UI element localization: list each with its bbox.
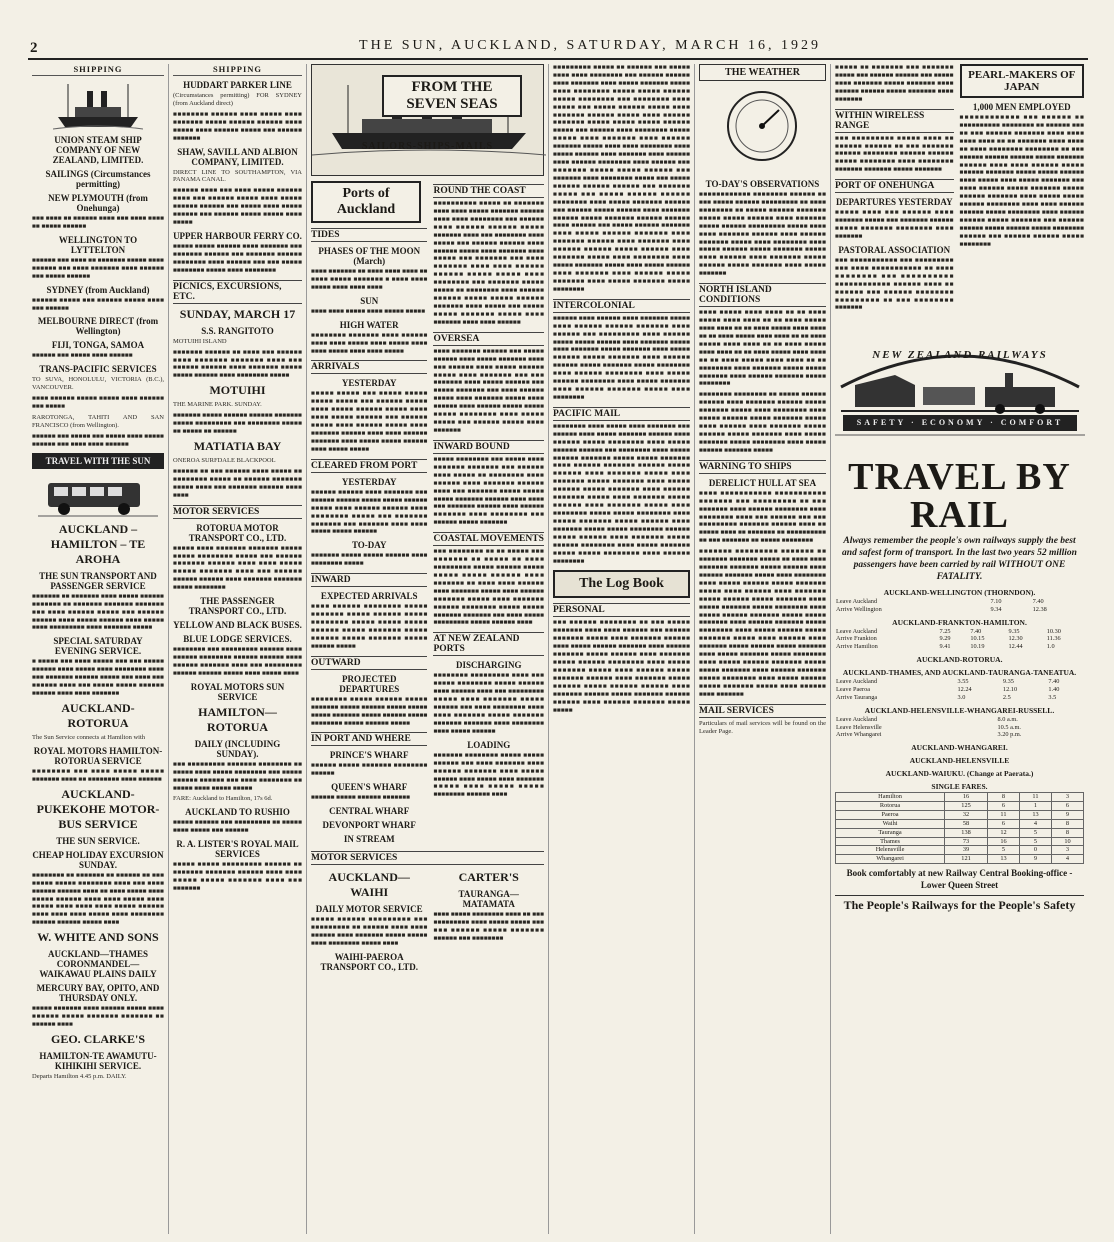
filler: ■■■■■■■ ■■■■■ ■■■■■ ■■■■■■ ■■■■ ■■■■■■■■ ■■■■■ — [311, 552, 428, 568]
table-cell: 1 — [1019, 802, 1051, 811]
north-island-head: NORTH ISLAND CONDITIONS — [699, 283, 826, 307]
log-book-title: The Log Book — [553, 570, 690, 598]
fare-row — [836, 793, 1084, 802]
table-cell: 5 — [1019, 837, 1051, 846]
oversea-head: OVERSEA — [433, 332, 544, 346]
fare-row — [836, 855, 1084, 864]
filler: ■■■■■■■■ ■■■■ ■■■■■ ■■■■ ■■■■■■■ ■■■ ■■■■■■ ■■■■ ■■■■■ ■■■■■■■ ■■■■■■ ■■■■ ■■■■■■ ■■■■■ ■■■■■■■■ ■■■■ ■■■■■ ■■■■■■ ■■■■■■ ■■■ ■■■■■■■■ ■■■■ ■■■■■ ■■■■■■ ■■■■■■■ ■■■■■ ■■■■■ ■■■■■■■ ■■■■ ■■■■■■ ■■■■■■■ ■■■■■■ ■■■■■ ■■■■■■ ■■■■ ■■■■■■■ ■■■■■ ■■■■ ■■■■■■■ ■■■■■ ■■■■■■■ ■■■■ ■■■■■ ■■■■■■ ■■■■■ ■■■■■■■ ■■■■ ■■■■■■ ■■■■■■■ ■■■■■ ■■■■ ■■■■■■■ ■■■■■ ■■■■■■ ■■■■ ■■■■■■■ ■■■■■ ■■■■ ■■■■■■■■ ■■■■■ ■■■■■ ■■■■■■■■ ■■■■ ■■■■■ ■■■■■■■ ■■■■■ ■■■■■■ ■■■■ ■■■■■■■ ■■■■■ ■■■■■ ■■■■■■■■ ■■■■■■ ■■■■■ ■■■■■■ ■■■■ ■■■■■■■ ■■■■■ ■■■■■■ ■■■■■■■■ ■■■■ ■■■■■ ■■■■■■■ ■■■■■ ■■■■■ ■■■■■■■■ ■■■■ ■■■■■■ ■■■■■■■■ — [553, 422, 690, 565]
filler: ■■■■■ ■■■■ ■■■ ■■■■■■ ■■■■ ■■■■■■■ ■■■■■ ■■■ ■■■■■■■ ■■■■■■ ■■■■■ ■■■■■■■ ■■■■■■■■ ■■■■ ■■■■■■■ — [835, 209, 954, 240]
san-francisco-line: RAROTONGA, TAHITI AND SAN FRANCISCO (from Wellington). — [32, 414, 164, 429]
ports-title: Ports of Auckland — [311, 181, 421, 223]
motuihi-sub: THE MARINE PARK. SUNDAY. — [173, 401, 262, 409]
hamilton-sub: THE SUN TRANSPORT AND PASSENGER SERVICE — [39, 570, 157, 591]
mercury-bay: MERCURY BAY, OPITO, AND THURSDAY ONLY. — [36, 983, 160, 1004]
rushio: AUCKLAND TO RUSHIO — [185, 807, 290, 818]
intercolonial-head: INTERCOLONIAL — [553, 299, 690, 313]
discharging: DISCHARGING — [455, 660, 522, 671]
coast-head: ROUND THE COAST — [433, 184, 544, 198]
timetable-row — [835, 731, 1084, 739]
table-cell: 16 — [987, 837, 1019, 846]
filler: ■■■■■■■■ ■■■ ■■■■ ■■■■■ ■■■■■ ■■■■■■■ ■■■■ ■■ ■■■■■■■■ ■■■■ ■■■■■■ — [32, 767, 164, 783]
table-cell: 121 — [945, 855, 988, 864]
table-cell: 39 — [945, 846, 988, 855]
in-stream: IN STREAM — [343, 834, 395, 845]
matiatia-sub: ONEROA SURFDALE BLACKPOOL — [173, 456, 276, 464]
table-cell: 12.38 — [1032, 605, 1047, 613]
trans-pacific: TRANS-PACIFIC SERVICES — [39, 364, 157, 375]
travel-with-sun-banner: TRAVEL WITH THE SUN — [32, 453, 164, 469]
table-cell: 7.25 — [939, 627, 951, 635]
table-cell: Rotorua — [836, 802, 945, 811]
sunday-march: SUNDAY, MARCH 17 — [179, 306, 296, 321]
pearl-subtitle: 1,000 MEN EMPLOYED — [972, 102, 1071, 112]
port-onehunga: PORT OF ONEHUNGA — [835, 179, 954, 193]
fiji-head: FIJI, TONGA, SAMOA — [51, 340, 145, 351]
page-number: 2 — [30, 40, 38, 56]
sun-head: SUN — [360, 295, 379, 306]
table-cell: 9.35 — [1008, 627, 1020, 635]
table-cell: 1.0 — [1046, 643, 1055, 651]
timetable-row — [835, 628, 1084, 636]
table-cell: Paeroa — [836, 811, 945, 820]
route-waiuku: AUCKLAND-WAIUKU. (Change at Paerata.) — [885, 769, 1034, 779]
table-cell: 11 — [987, 811, 1019, 820]
table-cell: 12 — [987, 828, 1019, 837]
filler: ■■■■■■ ■■■■■■ ■■■■ ■■■■■■■ ■■■ ■■■■■■ ■■■■■■ ■■■■■ ■■■■■ ■■■■■■ ■■■■■ ■■■■ ■■■■■■ ■■■■■■ ■■■■ ■■■■■■■■ ■■■■■ ■■■ ■■■■■■■ ■■■■■■■ ■■■ ■■■■■■■ ■■■■ ■■■■ ■■■■■ ■■■■■ ■■■■■■ — [311, 488, 428, 536]
table-cell: 8 — [1051, 828, 1083, 837]
railways-motto: SAFETY · ECONOMY · COMFORT — [856, 418, 1064, 428]
table-cell: 6 — [987, 802, 1019, 811]
column-shipping-news — [548, 64, 694, 1234]
rangitoto: S.S. RANGITOTO — [201, 325, 274, 336]
table-cell: Leave Paeroa — [836, 686, 871, 694]
table-cell: Arrive Hamilton — [836, 643, 878, 651]
motor-services-2: MOTOR SERVICES — [311, 851, 544, 865]
booking-office: Book comfortably at new Railway Central Booking-office - Lower Queen Street — [846, 868, 1073, 890]
table-cell: 1.40 — [1048, 686, 1060, 694]
waihi-head: AUCKLAND—WAIHI — [328, 870, 410, 900]
timetable-row — [835, 724, 1084, 732]
filler: ■■■■■■■ ■■■■■■ ■■ ■■■■ ■■■ ■■■■■■ ■■■■ ■■■■■■■ ■■■■■■■ ■■■■ ■■■ ■■■■■■ ■■■■■■ ■■■■ ■■■■■■■ ■■■■■ ■■■■■ ■■■■■■ ■■■■ ■■■■■■■■ ■■■■■ — [173, 348, 302, 380]
filler: ■■■■■■ ■■■ ■■■■■ ■■■ ■■■■■ ■■■■ ■■■■■ ■■■■■■ ■■■ ■■■■ ■■■■ ■■■■■■ — [32, 432, 164, 448]
table-cell: 0 — [1019, 846, 1051, 855]
fare-row — [836, 846, 1084, 855]
filler: ■■■ ■■■■■■■■■ ■■■■■ ■■■■ ■■ ■■■■■■ ■■■■■■ ■■ ■■■ ■■■■■■■ ■■■■■■ ■■■■■■■■ ■■■■■■ ■■■■■■ ■■■■■ ■■■■■■■■ ■■■■ ■■■■■■■■ ■■■■■■■ ■■■■■■■ ■■■■■ ■■■■■■■ — [835, 134, 954, 174]
filler: ■■■■■■■■■■■■ ■■■ ■■■■■■ ■■ ■■■■■■■■■■ ■■■■■■■■ ■■ ■■■■■■ ■■■ ■■ ■■■ ■■■■■■ ■■■■■■■ ■■■■ ■■■■ ■■■■ ■■■■ ■■ ■■ ■■■■■■■ ■■■■ ■■■■ ■■ ■■■■ ■■■■■■■■ ■■■■■■■■ ■■ ■■■ ■■■■■■ ■■■■■■ ■■■■■■ ■■■■■ ■■■■■■■ ■■■■■■ ■■■■ ■■■■ ■■■■■■ ■■■■■ ■■■■■■ ■■■■■■■ ■■■■■ ■■■■■ ■■■■■■ ■■■■ ■■■■■ ■■■■ ■■■■■ ■■■■■■■ ■■■ ■■■■ ■■■■■■ ■■■■■ ■■■■■■■ ■■■■■ ■■■■■■ ■■■■■■■ ■■■■ ■■■■■ ■■■■■ ■■■■■■ ■■■■■■■■ ■■■■ ■■■■ ■■■■■■ ■■■■■■ ■■■■■ ■■■■■■■■ ■■■■ ■■■■■■ ■■■■■■ ■■■■■ ■■■■■■■ ■■■ ■■■■■■ ■■■■■■ ■■■■■ ■■■■■■ ■■■■■ ■■■■■■■■ ■■■■■■ ■■■ ■■■■■■ ■■■■■■ ■■■■■ ■■■■■■■■ — [959, 114, 1084, 248]
rangitoto-sub: MOTUIHI ISLAND — [173, 337, 227, 345]
timetable-row — [835, 678, 1084, 686]
table-cell: 8.0 a.m. — [997, 715, 1018, 723]
passenger-transport: THE PASSENGER TRANSPORT CO., LTD. — [188, 596, 287, 617]
filler: ■■■■ ■■■■■■ ■■■■■■■■ ■■■■■ ■■■■■■■ ■■■■■ ■■■■■■ ■■■■■ ■■■■■■■■ ■■■■■ ■■■■■ ■■■■■ ■■■■■■ ■■■■■ ■■■■■■■ ■■■■■ ■■■■■■ ■■■■■ ■■■■■■■ ■■■■■ ■■■■■■ ■■■■■ — [311, 603, 428, 650]
table-cell: 10.5 a.m. — [997, 723, 1021, 731]
filler: ■■■ ■■■■■■■■ ■■ ■■ ■■■■■ ■■■ ■■■■■■■ ■■ ■■■■■ ■■ ■■■■ ■■■■■■■■■ ■■■■■ ■■■■■■ ■■■■■ ■■■■■ ■■■■■ ■■■■■■ ■■■■ ■■■■■■■ ■■ ■■■■ ■■■■ ■■■■■■ ■■■■ ■■■■■■■ ■■■■■ ■■■■ ■■■■■■ ■■■■■■■ ■■■■■ ■■■■ ■■■■■■■ ■■■■■■ ■■■■■■■■ ■■■■■ ■■■■■ ■■■■■■■ ■■■■■■■ ■■■ ■■■■ ■■■■■ ■■■■■■■■■ ■■■■■ ■■■■■■ ■■■■ — [433, 548, 544, 627]
filler: ■■■■■■■■ ■■■ ■■■■■■■■■ ■■■■■■ ■■■■ ■■■■■■ ■■■■■■■■ ■■■■■■ ■■■■■■ ■■■■ ■■■■■■ ■■■■■■■ ■■■■ ■■■ ■■■■■■■■■ ■■■■■■ ■■■■■■ ■■■■■ ■■■■ ■■■■■ ■■■■ — [173, 646, 302, 677]
filler: ■■■■■■ ■■■■■ ■■■■■■■ ■■■■■■■■ ■■■■■■ — [311, 762, 428, 778]
filler: ■■■ ■■■■■■■■■ ■■■■■■■ ■■■■■■■■ ■■ ■■■■■ ■■■■ ■■■■■ ■■■■■■■■ ■■■ ■■■■■ ■■■■■■ ■■■■■■ ■■■ ■■■■ ■■■■■■■■ ■■ ■■■■■ ■■■■ ■■■■■ ■■■■■ — [173, 760, 302, 792]
column-railways — [830, 64, 1088, 1234]
queens-wharf: QUEEN'S WHARF — [331, 782, 408, 793]
projected-head: PROJECTED DEPARTURES — [339, 673, 400, 694]
column-seven-seas — [306, 64, 548, 1234]
royal-sun: ROYAL MOTORS SUN SERVICE — [190, 681, 285, 702]
table-cell: Whangarei — [836, 855, 945, 864]
table-cell: 3 — [1051, 793, 1083, 802]
table-cell: Leave Auckland — [836, 678, 878, 686]
table-cell: 2.5 — [1002, 693, 1011, 701]
personal-head: PERSONAL — [553, 603, 690, 617]
table-cell: 73 — [945, 837, 988, 846]
table-cell: 12.44 — [1008, 643, 1023, 651]
table-cell: 9 — [1019, 855, 1051, 864]
barometer-dial-icon — [699, 84, 825, 170]
table-cell: Leave Auckland — [836, 627, 878, 635]
filler: ■■■■■■■■ ■■ ■■■■■■■ ■■ ■■■■■■ ■■ ■■■ ■■■■■ ■■■■■ ■■■■■■■■ ■■■■ ■■■ ■■■■ ■■■■■■ ■■■■■■ ■■■■ ■■ ■■■■ ■■■■■ ■■■■ ■■■■■ ■■■■■■ ■■■■ ■■■■ ■■■■■ ■■■■ ■■■■■ ■■■■ ■■■■ ■■■■ ■■■■■ ■■■■■■ ■■■■ ■■■■ ■■■■ ■■■■■ ■■■■ ■■■■■■■■ ■■■■■■ ■■■■■■ ■■■■■ ■■■■ — [32, 871, 164, 927]
filler: ■■■■■■■ ■■■■■■■■ ■■■■■ ■■■■■ ■■■■■■ ■■■ ■■■■ ■■■■■■■ ■■■■ ■■■■■■ ■■■■■■■ ■■■■ ■■■■■ ■■■■■■ ■■■■ ■■■■■ ■■■■ ■■■■■■■ ■■■■■ ■■■■ ■■■■■ ■■■■■ ■■■■■■■■ ■■■■■■ ■■■■ — [433, 751, 544, 799]
seven-seas-banner — [311, 64, 544, 176]
route-frankton: AUCKLAND-FRANKTON-HAMILTON. — [892, 617, 1027, 627]
table-cell: 6 — [1051, 802, 1083, 811]
sydney-head: SYDNEY (from Auckland) — [46, 284, 150, 295]
shaw-sub: DIRECT LINE TO SOUTHAMPTON, VIA PANAMA CANAL. — [173, 168, 302, 184]
table-cell: Arrive Frankton — [836, 635, 877, 643]
filler: ■■■■ ■■■■■ ■■■■ ■■■■ ■■ ■■ ■■■■ ■■■■■ ■■■■ ■■■■ ■■ ■■ ■■■■ ■■■■■ ■■■■ ■■■■ ■■ ■■ ■■■■ ■■■■■ ■■■■ ■■■■ ■■ ■■ ■■■■ ■■■■■ ■■■■ ■■■■ ■■ ■■ ■■■■ ■■■■■ ■■■■ ■■■■ ■■ ■■ ■■■■ ■■■■■ ■■■■ ■■■■ ■■ ■■ ■■■■ ■■■■■ ■■■■ ■■■■ ■■ ■■ ■■■■ ■■■■■ ■■■■ ■■■■ ■■ ■■ ■■■■■■■■ ■■■■ ■■■■■■■ ■■■■■ ■■■■■ ■■■■■■■ ■■■■ ■■■■■■ ■■■■■■■ ■■■■■ ■■■■■■■■ — [699, 309, 826, 388]
yellow-black: YELLOW AND BLACK BUSES. — [173, 620, 302, 631]
outward-head: OUTWARD — [311, 656, 427, 670]
filler: ■■■■ ■■■■■■■■■■■ ■■■■■■■■■■■ ■■■■■■■ ■■■ ■■■■■■■■■ ■■ ■■■ ■■■■■■■ ■■■■ ■■■■■■ ■■■■■■■■ ■■■■ ■■■■■■■■ ■■■■ ■■■ ■■■■■■ ■■■ ■■■ ■■■■■■■■■ ■■■■■■■ ■■■■■■ ■■■■ ■■ ■■■■■ ■■■■ ■■ ■■■■■■■ ■■ ■■■■■■■■■■ ■■ ■■■ ■■■■■■■ ■■ ■■■■■ ■■■■■■■■ — [699, 489, 826, 545]
table-cell: 6 — [987, 819, 1019, 828]
lister: R. A. LISTER'S ROYAL MAIL SERVICES — [176, 839, 299, 860]
railways-banner — [835, 315, 1084, 455]
matiatia: MATIATIA BAY — [193, 438, 282, 453]
cleared-sub: YESTERDAY — [341, 476, 397, 487]
tides-head: TIDES — [311, 228, 427, 242]
filler: ■■■■■ ■■■■■ ■■■ ■■■■■ ■■■■■ ■■■■■ ■■■■■ ■■■ ■■■■■■ ■■■■■ ■■■■ ■■■■■ ■■■■■■ ■■■■■ ■■■■ ■■■■ ■■■■■ ■■■■■■ ■■■ ■■■■■■ ■■■■■ ■■■■ ■■■■■■ ■■■■■ ■■■■ ■■■■■■■ ■■■■■■ ■■■■ ■■■■ ■■■■■■ ■■■■■■■ ■■■■ ■■■■■ ■■■■■ ■■■■■■ ■■■■ ■■■■■ ■■■■■ — [311, 390, 428, 453]
motor-services: MOTOR SERVICES — [173, 505, 302, 519]
huddart-head: HUDDART PARKER LINE — [183, 80, 292, 90]
table-cell: 7.40 — [1032, 597, 1044, 605]
route-helensville: AUCKLAND-HELENSVILLE — [909, 756, 1010, 766]
waihi-sub: DAILY MOTOR SERVICE — [315, 904, 423, 915]
table-cell: Arrive Whangarei — [836, 731, 882, 739]
filler: ■■■■■■■■ ■■■■■■■ ■■■■ ■■■■■■ ■■■■ ■■■■ ■■■■■ ■■■■ ■■■■■ ■■■■ ■■■■ ■■■■■ ■■■■ ■■■■ ■■■■■ — [311, 331, 428, 355]
table-cell: 9.35 — [1002, 678, 1014, 686]
filler: ■■■■■■■ ■■■■■■■■■ ■■■■■■■ ■■ ■■■■■■■ ■■■■■■■ ■■■■■ ■■ ■■■■ ■■■■ ■■■■■■■ ■■■■■■■ ■■■■■ ■■■■■■ ■■■■ ■■■■■■ ■■■■■■■ ■■■■■ ■■■■ ■■■■■■■■ ■■■■ ■■■■■ ■■■■■■ ■■■■■ ■■■■■■■ ■■■■■ ■■■■ ■■■■■■ ■■■■ ■■■■■■■ ■■■■■ ■■■■■■ ■■■■■ ■■■■■■■ ■■■■ ■■■■■ ■■■■■■■ ■■■■■ ■■■■■■■■ ■■■■ ■■■■■ ■■■■■■ ■■■■■■■ ■■■■■ ■■■■■ ■■■■■■■ ■■■■ ■■■■■■ ■■■■■■■ ■■■■■ ■■■■■■■■ ■■■■ ■■■■■ ■■■■■■ ■■■■■ ■■■■■■■ ■■■■■ ■■■■ ■■■■■■ ■■■■ ■■■■■■■ ■■■■■ ■■■■■■ ■■■■■ ■■■■■■■ ■■■■ ■■■■■ ■■■■■■■ ■■■■■ ■■■■■■■■ ■■■■ ■■■■■ ■■■■■■ ■■■■■■■ ■■■■■ ■■■■■ ■■■■■■■ ■■■■ ■■■■■■ ■■■■■■■ ■■■■■ ■■■■■■■■ ■■■■ ■■■■■ ■■■■■■ ■■■■■ ■■■■■■■ ■■■■■ ■■■■ ■■■■■■ ■■■■ ■■■■■■■ — [699, 548, 826, 698]
table-cell: 4 — [1019, 819, 1051, 828]
column-weather — [694, 64, 830, 1234]
loading: LOADING — [467, 739, 511, 750]
table-cell: 16 — [945, 793, 988, 802]
pukekohe-head: AUCKLAND-PUKEKOHE MOTOR-BUS SERVICE — [36, 786, 160, 831]
timetable-row — [835, 716, 1084, 724]
table-cell: Arrive Wellington — [836, 605, 882, 613]
table-cell: 10.19 — [970, 643, 985, 651]
table-cell: 9 — [1051, 811, 1083, 820]
excursion-head: CHEAP HOLIDAY EXCURSION SUNDAY. — [32, 849, 164, 870]
clarke-head: GEO. CLARKE'S — [50, 1031, 146, 1046]
table-cell: 12.30 — [1008, 635, 1023, 643]
table-cell: 12.10 — [1002, 686, 1018, 694]
table-cell: 11 — [1019, 793, 1051, 802]
filler: ■■■■■■ ■■■ ■■■■■ ■■■■ ■■■■■■ — [32, 352, 133, 360]
fare-row — [836, 802, 1084, 811]
fare-row — [836, 819, 1084, 828]
table-cell: 10 — [1051, 837, 1083, 846]
table-cell: 3 — [1051, 846, 1083, 855]
table-cell: Leave Auckland — [836, 597, 878, 605]
filler: ■■■■■■■■ ■■■■■■■■ ■■ ■■■■■ ■■■■■■ ■■■■■■ ■■■■ ■■■■■■■ ■■■■■■ ■■■■■ ■■■■■■■ ■■■■■ ■■■■ ■■■■■■■■ ■■■■ ■■■■■ ■■■■■■ ■■■■■ ■■■■■■■ ■■■■■ ■■■■ ■■■■■■ ■■■■ ■■■■■■■ ■■■■■ ■■■■■■ ■■■■■ ■■■■■■■ ■■■■ ■■■■■ ■■■■■■■ ■■■■■ ■■■■■■■■ ■■■■ ■■■■■ ■■■■■■ ■■■■■■■ ■■■■■ — [699, 391, 826, 454]
newspaper-title: THE SUN, AUCKLAND, SATURDAY, MARCH 16, 1929 — [359, 38, 821, 53]
filler: ■■■■■■■■■■■■ ■■■■■■■■ ■■■■■■ ■■ ■■■ ■■■■■ ■■■■■■ ■■■■■■■■■ ■■ ■■■■ ■■■■■■■■ ■■ ■■■■■ ■■■■■■ ■■■■■■■ ■■■■■ ■■■■■ ■■■■■■ ■■■■ ■■■■■■■ ■■■■■ ■■■■■■ ■■■■■■■■■ ■■■■■ ■■■■ ■■■■ ■■■■■■■ ■■■■■■ ■■■■ ■■■■■■ ■■■■■■■ ■■■■■ ■■■■ ■■■■■■■■ ■■■■ ■■■■■ ■■■■■■ ■■■■■ ■■■■■■■ ■■■■■ ■■■■ ■■■■■■ ■■■■ ■■■■■■■ ■■■■■ ■■■■■■ ■■■■■ ■■■■■■■ ■■■■ ■■■■■ ■■■■■■■ — [699, 191, 826, 278]
filler: ■■■■■ ■■■■■■ ■■■ ■■■■■■■■■ ■■ ■■■■■ ■■■■ ■■■■■ ■■■ ■■■■■■ — [173, 819, 302, 835]
table-cell: 3.0 — [957, 693, 966, 701]
filler: ■■■■■■ ■■■■ ■■■ ■■■■ ■■■■■ ■■■■■■ ■■■■ ■■■ ■■■■■■ ■■■■■ ■■■■ ■■■■■ ■■■■■■ ■■■■■■ ■■■ ■■■■■ ■■■■ ■■■■■ ■■■■■■ ■■■ ■■■■■■ ■■■■■ ■■■■■ ■■■■ ■■■■■ — [173, 187, 302, 227]
steamship-illustration — [53, 79, 143, 131]
filler: ■■■■■ ■■■■■ ■■■■■■ ■■■■ ■■■■■■■ ■■■ ■■■■■■■ ■■■■■■ ■■■ ■■■■■■■ ■■■■■■ ■■■■■■■■ ■■■■ ■■■■■■ ■■■ ■■■ ■■■■■ ■■■■■■■■ ■■■■■ ■■■■ ■■■■■■■■ — [173, 242, 302, 274]
huddart-sub: (Circumstances permitting) FOR SYDNEY (from Auckland direct) — [173, 92, 302, 107]
rail-tagline: Always remember the people's own railways supply the best and safest form of transport. In the last two years 52 million passengers have been carried by rail WITHOUT ONE FATALITY. — [842, 536, 1077, 582]
route-thames: AUCKLAND-THAMES, AND AUCKLAND-TAURANGA-TANEATUA. — [842, 668, 1077, 678]
fare-note: FARE: Auckland to Hamilton, 17s 6d. — [173, 795, 273, 803]
rotorua-head: AUCKLAND-ROTORUA — [61, 700, 135, 730]
royal-route: HAMILTON—ROTORUA — [198, 704, 277, 734]
mail-services: MAIL SERVICES — [699, 704, 826, 718]
filler: ■■■■■ ■■■■ ■■■■■■■ ■■■■■■■ ■■■■■ ■■■■■ ■■■■■■■■ ■■■■■ ■■■ ■■■■■■ ■■■■■■■ ■■■■■■ ■■■■ ■■■■ ■■■■■ ■■■■■ ■■■■■■■ ■■■■ ■■■ ■■■■■■ ■■■■■■ ■■■■■■ ■■■■ ■■■■■■■ ■■■■■■■ ■■■■■ ■■■■■■■■ — [173, 544, 302, 592]
blue-lodge: BLUE LODGE SERVICES. — [183, 634, 292, 645]
travel-by-rail: TRAVEL BY RAIL — [848, 456, 1071, 537]
filler: ■■■■■■■■■ ■■■■■ ■■ ■■■■■■ ■■■ ■■■■■ ■■■■ ■■■■ ■■■■■■■■ ■■■ ■■■■■■ ■■■■■■ ■■■■ ■■■■■■■ ■■■■ ■■■■■ ■■■■■■■ ■■■■■ ■■■■ ■■■■■■■■ ■■■■■ ■■■■■ ■■■■■■ ■■■■■ ■■■■■■■■ ■■■ ■■■■■■■■ ■■■■ ■■■■■ ■■■ ■■■■■ ■■■■■■ ■■■■■ ■■■■ ■■■■■■■ ■■■■■■ ■■■■■ ■■■■ ■■■■■■ ■■■■■■■ ■■■■■ ■■■■■ ■■■■■ ■■■■■■ ■■■■■ ■■■ ■■■■■■ ■■■■ ■■■■■■■■ ■■■■■ ■■■■■ ■■■■ ■■■■■■■ ■■■■ ■■■■■■ ■■■■■■■ ■■■■■ ■■■■ ■■■■ ■■■■■■■■ ■■■■ ■■■■■ ■■■■■■ ■■■■ ■■■■■■■ ■■■■ ■■■■■■ ■■■■ ■■■■■■ ■■■■■■■■ ■■■■ ■■■■■■ ■■■ ■■■■■■■ ■■■■■ ■■■■■ ■■■■■■ ■■■ ■■■■■■■ ■■■■ ■■■■■■■■ ■■■■■ ■■■ ■■■■■ ■■■■■■ ■■■■■■ ■■■■■■ ■■■ ■■■■■■■ ■■■■■ ■■■ ■■■■■ ■■■■■■ ■■■■■■ ■■■■■■■■ ■■■■ ■■■■■ ■■■■■■■ ■■■■■■ ■■■ ■■■■■■ ■■■■■ ■■■■■■ ■■■■ ■■■■■■■ ■■■■■■ ■■■■■ ■■■■■■■ ■■■■■■ ■■■■■■ ■■■■ ■■■■■■ ■■■ ■■■■■ ■■■■■■ ■■■■■■■ ■■■■ ■■■■■ ■■■■■■ ■■■■■■■ ■■■■ ■■■■■■■ ■■■■■■ ■■■■ ■■■■■■■ ■■■■ ■■■■■■ ■■■■■■ ■■■■■ ■■■■■■ ■■■■ ■■■■■■■ ■■■■■ ■■■■ ■■■■■■■■ ■■■■ ■■■■■ ■■■■■■■ ■■■■■ ■■■■ ■■■■■ ■■■■■■ ■■■■ ■■■■■■■ ■■■■ ■■■■■■ ■■■■■ ■■■■■■■ ■■■■ ■■■■■ ■■■■■■■ ■■■■■ ■■■■■■■■ — [553, 64, 690, 293]
filler: ■■■■■■ ■■ ■■■ ■■■■■■ ■■■■ ■■■■■ ■■ ■■■■■■■■ ■■■■■ ■■ ■■■■■■ ■■■■■■■ ■■■■■ ■■■■ ■■■ ■■■■■■■ ■■■■■■ ■■■■ ■■■■ — [173, 467, 302, 499]
filler: ■■■ ■■■■ ■■ ■■■■■■ ■■■■ ■■■ ■■■■ ■■■■ ■■ ■■■■■ ■■■■■■ — [32, 215, 164, 230]
inward-bound: INWARD BOUND — [433, 440, 544, 454]
tauranga-head: TAURANGA—MATAMATA — [458, 889, 519, 910]
timetable-row — [835, 635, 1084, 643]
melbourne-head: MELBOURNE DIRECT (from Wellington) — [37, 316, 159, 337]
motor-bus-illustration — [38, 473, 158, 519]
moon-head: PHASES OF THE MOON (March) — [318, 246, 421, 266]
pastoral-head: PASTORAL ASSOCIATION — [838, 244, 951, 255]
fare-row — [836, 828, 1084, 837]
wireless-range: WITHIN WIRELESS RANGE — [835, 109, 954, 133]
table-cell: 7.40 — [1048, 678, 1060, 686]
table-cell: Arrive Tauranga — [836, 693, 878, 701]
filler: ■■■■■■ ■■■■■ ■■■ ■■■■■■ ■■■■■ ■■■■ ■■■ ■■■■■■ — [32, 296, 164, 312]
filler: ■■■■■■ ■■■■ ■■■■■■ ■■■■ ■■■■■■■ ■■■■■ ■■■■ ■■■■■■ ■■■■■■ ■■■■■■■ ■■■■ ■■■■■■ ■■■ ■■■■■■■■■ ■■■■ ■■■■■■ ■■■■■ ■■■■■ ■■■■■■ ■■■■ ■■■■■■■ ■■■■■ ■■■■ ■■■■■■■ ■■■■■ ■■■■■■■ ■■■■ ■■■■■ ■■■■■■ ■■■■■ ■■■■■■■ ■■■■ ■■■■■■ ■■■■■■ ■■■■■ ■■■■■■■ ■■■■■ ■■■■■■■■ ■■■■ ■■■■■■ ■■■■■■■■ ■■■■ ■■■■■ ■■■■■■ ■■■■■■■■ ■■■■ ■■■■■ ■■■■■■■ ■■■■ ■■■■■■ ■■■■■■■ ■■■■■ ■■■■ ■■■■■■■■ — [553, 314, 690, 401]
table-cell: 32 — [945, 811, 988, 820]
cleared-head: CLEARED FROM PORT — [311, 459, 427, 473]
pearl-article-box — [960, 64, 1084, 98]
royal-motors: ROYAL MOTORS HAMILTON-ROTORUA SERVICE — [33, 745, 163, 766]
white-sons: W. WHITE AND SONS — [37, 930, 159, 945]
special-service: SPECIAL SATURDAY EVENING SERVICE. — [53, 636, 143, 657]
route-wellington: AUCKLAND-WELLINGTON (THORNDON). — [883, 587, 1036, 597]
table-cell: 10.15 — [970, 635, 985, 643]
carter-head: CARTER'S — [458, 870, 519, 885]
filler: ■■■ ■■■■■■ ■■■■■■■■ ■■ ■■■ ■■■■■ ■■■■■■■ ■■■■ ■■■■ ■■■■■■ ■■■ ■■■■■■ ■■■■■■■ ■■■■■ ■■■■ ■■■■■■■ ■■■■■■ ■■■■ ■■■■■ ■■■■■■ ■■■■■■■ ■■■■ ■■■■■■ ■■■■■■■ ■■■■■ ■■■■■■ ■■■■ ■■■■■■■ ■■■■■ ■■■■■■ ■■■■■■■■ ■■■■ ■■■■■ ■■■■■■■ ■■■■■ ■■■■ ■■■■■■ ■■■■■ ■■■■■■■ ■■■■■■ ■■■■ ■■■■■■■ ■■■■■ ■■■■■■ ■■■■■ ■■■■■■ ■■■■■■ ■■■■ ■■■■■■■ ■■■■■■ ■■■■■ ■■■■■■■ ■■■■■■ ■■■■■■ ■■■■ ■■■■■■ ■■■■■■■ ■■■■■ ■■■■■ — [553, 619, 690, 714]
table-cell: 4 — [1051, 855, 1083, 864]
sailings-head: SAILINGS (Circumstances permitting) — [45, 169, 151, 189]
filler: ■■■■■ ■■■■■■■ ■■■■ ■■■■■■ ■■■■■ ■■■■ ■■■■■■ ■■■■■ ■■■■■■■ ■■■■■■■ ■■ ■■■■■■ ■■■■ — [32, 1005, 164, 1029]
filler: ■■■■■ ■■■■■■ ■■■■■■■■■ ■■■ ■■■■■■■■■ ■■ ■■■■■■ ■■■■ ■■■■ ■■■■■■ ■■■■ ■■■■■■■ ■■■■■ ■■■■■ ■■■■ ■■■■■■■■ ■■■■■ ■■■■ — [311, 916, 428, 947]
filler: ■■■ ■■■■■■■■■■■ ■■■ ■■■■■■■■■ ■■■ ■■■■ ■■■■■■■■■■■ ■■ ■■■■ ■■■■■■■■ ■■■ ■■■■■■■■■■ ■■■■■■■■■■■■ ■■■■■■ ■■■■ ■■ ■■■■■■ ■■■ ■■■■■■ ■■■■■■■■ ■■■■■■■■■ ■■ ■■■ ■■■■■■■■ ■■■■■■■ — [835, 256, 954, 312]
wellington-lyttelton: WELLINGTON TO LYTTELTON — [58, 234, 138, 255]
table-cell: Leave Auckland — [836, 715, 878, 723]
rotorua-sub: The Sun Service connects at Hamilton with — [32, 733, 146, 741]
nz-ports-head: AT NEW ZEALAND PORTS — [433, 632, 544, 656]
table-cell: Waihi — [836, 819, 945, 828]
masthead — [0, 0, 1114, 60]
fare-row — [836, 837, 1084, 846]
observations-head: TO-DAY'S OBSERVATIONS — [705, 179, 820, 189]
table-cell: 9.29 — [939, 635, 951, 643]
paeroa-transport: WAIHI-PAEROA TRANSPORT CO., LTD. — [320, 951, 418, 972]
table-cell: 9.41 — [939, 643, 951, 651]
table-cell: 3.55 — [957, 678, 969, 686]
timetable-wellington — [835, 598, 1084, 614]
filler: ■■■■■■■■■■ ■■■■■ ■■ ■■■■■■■ ■■■■ ■■■■ ■■■■■ ■■■■■■■ ■■■■■■ ■■■■ ■■■■ ■■■■■■■■ ■■■ ■■■■■■ ■■■■ ■■■■■■ ■■■■■■ ■■■■■ ■■■■■■■ ■■■■ ■■■ ■■■■■■■■ ■■■■ ■■■■■ ■■■ ■■■■■■ ■■■■■■ ■■■■ ■■■■■■ ■■■■■ ■■■■ ■■■■■■■ ■■■■ ■■■■■ ■■■ ■■■■■■■ ■■■ ■■■■ ■■■■■■■ ■■■■ ■■■■ ■■■■■■ ■■■■■■ ■■■■■ ■■■■■ ■■■■ ■■■■■■■■ ■■■ ■■■■■■■ ■■■■■ ■■■■■ ■■ ■■■■■■■■ ■■■■ ■■■■■■ ■■■■■■ ■■■■■ ■■■■■ ■■■■■■ ■■■■■■■ ■■■■ ■■■■■ ■■■ ■■■■■ ■■■■■ ■■■■■■■ ■■■■■ ■■■■ ■■■■■■■ ■■■■ ■■■■ ■■■■■■ — [433, 200, 544, 326]
devonport-wharf: DEVONPORT WHARF — [322, 820, 416, 831]
departures-yesterday: DEPARTURES YESTERDAY — [835, 197, 953, 208]
fare-row — [836, 811, 1084, 820]
filler: ■■■■■■■■ ■■■■■■■■■ ■■■■ ■■■ ■■■■■ ■■■■■■■■ ■■■■■ ■■■■■■ ■■■■ ■■■■■■ ■■■■ ■■■ ■■■■■■■■■ ■■■■■ ■■■■ ■■■■■■■ ■■■■■ ■■■■■■ ■■■ ■■■■ ■■■■■■■■ ■■■■ ■■■■ ■■■■■■■ ■■■■■ ■■■■■■■ ■■■■■■■ ■■■■■■■ ■■■■ ■■■■■■■■ ■■■■ ■■■■■ ■■■■■■ — [433, 672, 544, 735]
derelict-hull: DERELICT HULL AT SEA — [708, 477, 817, 488]
route-russell: AUCKLAND-HELENSVILLE-WHANGAREI-RUSSELL. — [864, 705, 1055, 715]
table-cell: 3.5 — [1048, 693, 1057, 701]
timetable-russell — [835, 716, 1084, 740]
high-water: HIGH WATER — [339, 319, 399, 330]
filler: ■■■■■■■ ■■■■■ ■■■■■■ ■■■■■■ ■■■■■■■ ■■■■■ ■■■■■■■■■ ■■■ ■■■■■■■■ ■■■■■ ■■ ■■■■■ ■■ ■■■■■■ — [173, 412, 302, 436]
filler: ■ ■■■■■ ■■■ ■■■■ ■■■■■ ■■■ ■■■ ■■■■■ ■■■■■■ ■■■■ ■■■■■ ■■■■ ■■■■■■■■ ■■■■ ■■■ ■■■■■■■ ■■■■■■ ■■■■■ ■■■ ■■■■ ■■■ ■■■■■■ ■■■■ ■■■ ■■■■■ ■■■■■ ■■■■■■ ■■■■■■ ■■■■ ■■■■ ■■■■■■■ — [32, 658, 164, 698]
inward-head: INWARD — [311, 573, 427, 587]
table-cell: 7.40 — [970, 627, 982, 635]
filler: ■■■■■ ■■ ■■■■■■■ ■■■ ■■■■■■■ ■■■■■ ■■■ ■■■■■■ ■■■■■■ ■■■ ■■■■■ ■■■■ ■■■■■■■ ■■■■■ ■■■■■■■ ■■■■ ■■■■■■ ■■■■■■ ■■■■■ ■■■■■■■ ■■■■ ■■■■■■■ — [835, 64, 954, 103]
table-cell: Tauranga — [836, 828, 945, 837]
masthead-rule — [28, 58, 1088, 60]
filler: ■■■■ ■■■■■■■ ■■■■■■ ■■■ ■■■■■ ■■■■■■ ■■■■ ■■■■■ ■■■■■■■ ■■■■ ■■■ ■■■■■■ ■■■■ ■■■■■ ■■■■■■ ■■■■■ ■■■■ ■■■■■■■ ■■■ ■■■ ■■■■■■■ ■■■■ ■■■■■ ■■■■■■ ■■■ ■■■■■ ■■■■■■■ ■■■ ■■■■ ■■■■■■ ■■■■■ ■■■■ ■■■■■■■ ■■■■■ ■■■■ ■■■■■■ ■■■■ ■■■■■■ ■■■■■ ■■■■■ ■■■■■ ■■■■■■■■ ■■■■ ■■■■■ ■■■■■ ■■■ ■■■■■■ ■■■■■ ■■■■ ■■■■■■■ — [433, 347, 544, 434]
daily-note: DAILY (INCLUDING SUNDAY). — [194, 738, 281, 759]
coastal-head: COASTAL MOVEMENTS — [433, 534, 544, 545]
picnics-head: PICNICS, EXCURSIONS, ETC. — [173, 280, 302, 304]
filler: ■■■■ ■■■■ ■■■■■ ■■■■ ■■■■■ ■■■■■ — [311, 307, 426, 315]
shaw-savill: SHAW, SAVILL AND ALBION COMPANY, LIMITED. — [177, 146, 298, 167]
table-cell: 9.34 — [990, 605, 1002, 613]
table-cell: 5 — [987, 846, 1019, 855]
weather-title: THE WEATHER — [699, 64, 826, 81]
table-cell: 3.20 p.m. — [997, 731, 1022, 739]
timetable-thames — [835, 678, 1084, 702]
today-head: TO-DAY — [351, 540, 387, 551]
table-cell: Leave Helensville — [836, 723, 882, 731]
timetable-row — [835, 598, 1084, 606]
in-port-head: IN PORT AND WHERE — [311, 732, 427, 746]
filler: ■■■■■■ ■■■ ■■■■ ■■ ■■■■■■■ ■■■■■ ■■■■ ■■■■■■ ■■■ ■■■■ ■■■■■■■ ■■■■ ■■■■■■ ■■■ ■■■■■ ■■■■■■ — [32, 256, 164, 280]
white-sub: AUCKLAND—THAMES CORONMANDEL—WAIKAWAU PLAINS DAILY — [39, 949, 157, 980]
table-cell: 12.24 — [957, 686, 972, 694]
arrivals-sub: YESTERDAY — [341, 378, 397, 389]
seven-seas-sub: SAILORS-SHIPS-MAILS — [361, 141, 494, 152]
table-cell: 13 — [987, 855, 1019, 864]
table-cell: 13 — [1019, 811, 1051, 820]
clarke-sub: HAMILTON-TE AWAMUTU-KIHIKIHI SERVICE. — [39, 1050, 157, 1071]
union-company: UNION STEAM SHIP COMPANY OF NEW ZEALAND, LIMITED. — [52, 135, 144, 165]
table-cell: 5 — [1019, 828, 1051, 837]
motuihi: MOTUIHI — [209, 383, 266, 398]
table-cell: Thames — [836, 837, 945, 846]
table-cell: 125 — [945, 802, 988, 811]
central-wharf: CENTRAL WHARF — [329, 806, 410, 817]
timetable-row — [835, 643, 1084, 651]
route-whangarei: AUCKLAND-WHANGAREI. — [911, 743, 1008, 753]
new-plymouth: NEW PLYMOUTH (from Onehunga) — [48, 193, 148, 213]
timetable-row — [835, 606, 1084, 614]
mail-note: Particulars of mail services will be found on the Leader Page. — [699, 719, 826, 735]
section-head: SHIPPING — [173, 64, 302, 76]
filler: ■■■■■ ■■■■■■■■ ■■■ ■■■■■ ■■■■ ■■■■■■■ ■■■■■■■ ■■■ ■■■■■■ ■■■■ ■■■■■ ■■ ■■■■■■■■ ■■■■ ■■■■■■ ■■■■ ■■■■■■■ ■■■■■■ ■■■■ ■■■ ■■■■■■■ ■■■■■ ■■■■■ ■■■■■ ■■■■■■■ ■■■■■■ ■■■■ ■■■■ ■■■ ■■■■■■■ ■■■■■■ ■■■■ ■■■■■■ ■■■■■■■ ■■■■ ■■■■■■■■ ■■■ ■■■■■■ ■■■■■ ■■■■■■■ — [433, 455, 544, 527]
clarke-time: Departs Hamilton 4.45 p.m. DAILY. — [32, 1072, 127, 1080]
seven-seas-title: FROM THE SEVEN SEAS — [382, 75, 522, 117]
peoples-railways: The People's Railways for the People's Safety — [835, 895, 1084, 913]
single-fares-head: SINGLE FARES. — [931, 782, 988, 792]
expected-head: EXPECTED ARRIVALS — [320, 591, 418, 602]
hamilton-head: AUCKLAND – HAMILTON – TE AROHA — [50, 521, 146, 566]
fares-table — [835, 792, 1084, 864]
railways-illustration — [835, 315, 1085, 455]
column-shipping-2 — [168, 64, 306, 1234]
table-cell: 8 — [1051, 819, 1083, 828]
filler: ■■■■■ ■■■■■ ■■■■■■■■■ ■■■■■■ ■■ ■■■■■■■ ■■■■■■■ ■■■■■■ ■■■■ ■■■■ ■■■■■ ■■■■■ ■■■■■■■ ■■■■ ■■■ ■■■■■■■ — [173, 861, 302, 893]
table-cell: 58 — [945, 819, 988, 828]
filler: ■■■■ ■■■■■■■ ■■ ■■■■ ■■■■ ■■■■ ■■ ■■■■ ■■■■■ ■■■■■■■ ■ ■■■■ ■■■■ ■■■■■ ■■■■ ■■■■ ■■■■ — [311, 268, 428, 291]
section-head: SHIPPING — [32, 64, 164, 76]
table-cell: 7.10 — [990, 597, 1002, 605]
filler: ■■■■■■■■ ■■■■■ ■■■■■■ ■■■■■ ■■■■■■■ ■■■■■ ■■■■■■ ■■■■■ ■■■■■ ■■■■■ ■■■■■■■ ■■■■■ ■■■■■■ ■■■■■ ■■■■■■■■ ■■■■■ ■■■■■■ ■■■■■ — [311, 695, 428, 727]
filler: ■■■■■■ ■■■■■ ■■■■■■ ■■■■■■■ — [311, 794, 411, 802]
rotorua-motor: ROTORUA MOTOR TRANSPORT CO., LTD. — [188, 522, 287, 543]
table-cell: Helensville — [836, 846, 945, 855]
timetable-row — [835, 694, 1084, 702]
route-rotorua: AUCKLAND-ROTORUA. — [916, 655, 1003, 665]
timetable-frankton — [835, 628, 1084, 652]
table-cell: 10.30 — [1046, 627, 1061, 635]
pearl-title: PEARL-MAKERS OF JAPAN — [968, 69, 1076, 93]
table-cell: 138 — [945, 828, 988, 837]
princes-wharf: PRINCE'S WHARF — [329, 750, 409, 761]
table-cell: 11.36 — [1046, 635, 1061, 643]
arrivals-head: ARRIVALS — [311, 360, 427, 374]
filler: ■■■■■■■ ■■ ■■■■■■■ ■■■■ ■■■■■ ■■■■■■ ■■■■■■■ ■■ ■■■■■■■ ■■■■■■■ ■■■■■■■ ■■■ ■■■■ ■■■■■■ ■■■■■ ■■■ ■■■■■■ ■■■■■■ ■■■■ ■■■■■ ■■■■■■ ■■■■ ■■■■■ ■■■■ ■■■■■■■■■ ■■■■ ■■■■■■■ ■■■■■ — [32, 592, 164, 632]
filler: ■■■■ ■■■■■ ■■■■■■■■ ■■■■ ■■ ■■■ ■■■■■■■■■ ■■■■ ■■■■■ ■■■■■ ■■■ ■■■ ■■■■■■ ■■■■■ ■■■■■■■ ■■■■■■ ■■■ ■■■■■■■■ — [433, 911, 544, 942]
column-shipping-1 — [28, 64, 168, 1234]
filler: ■■■■ ■■■■■■ ■■■■■ ■■■■■ ■■■■ ■■■■■■ ■■■ ■■■■■ — [32, 395, 164, 411]
warning-ships: WARNING TO SHIPS — [699, 460, 826, 474]
filler: ■■■■■■■■ ■■■■■■ ■■■■ ■■■■■ ■■■■ ■■■■■■■ ■■■■■ ■■■■■■ ■■■■■■ ■■■■ ■■■■■ ■■■■ ■■■■■■ ■■■■■ ■■■ ■■■■■■ ■■■■■■■ — [173, 110, 302, 142]
railways-banner-title: NEW ZEALAND RAILWAYS — [872, 349, 1048, 362]
timetable-row — [835, 686, 1084, 694]
pacific-mail-head: PACIFIC MAIL — [553, 407, 690, 421]
pukekohe-sub: THE SUN SERVICE. — [56, 835, 140, 846]
table-cell: Hamilton — [836, 793, 945, 802]
upper-harbour: UPPER HARBOUR FERRY CO. — [173, 230, 302, 241]
table-cell: 8 — [987, 793, 1019, 802]
vancouver-line: TO SUVA, HONOLULU, VICTORIA (B.C.), VANCOUVER. — [32, 376, 164, 392]
